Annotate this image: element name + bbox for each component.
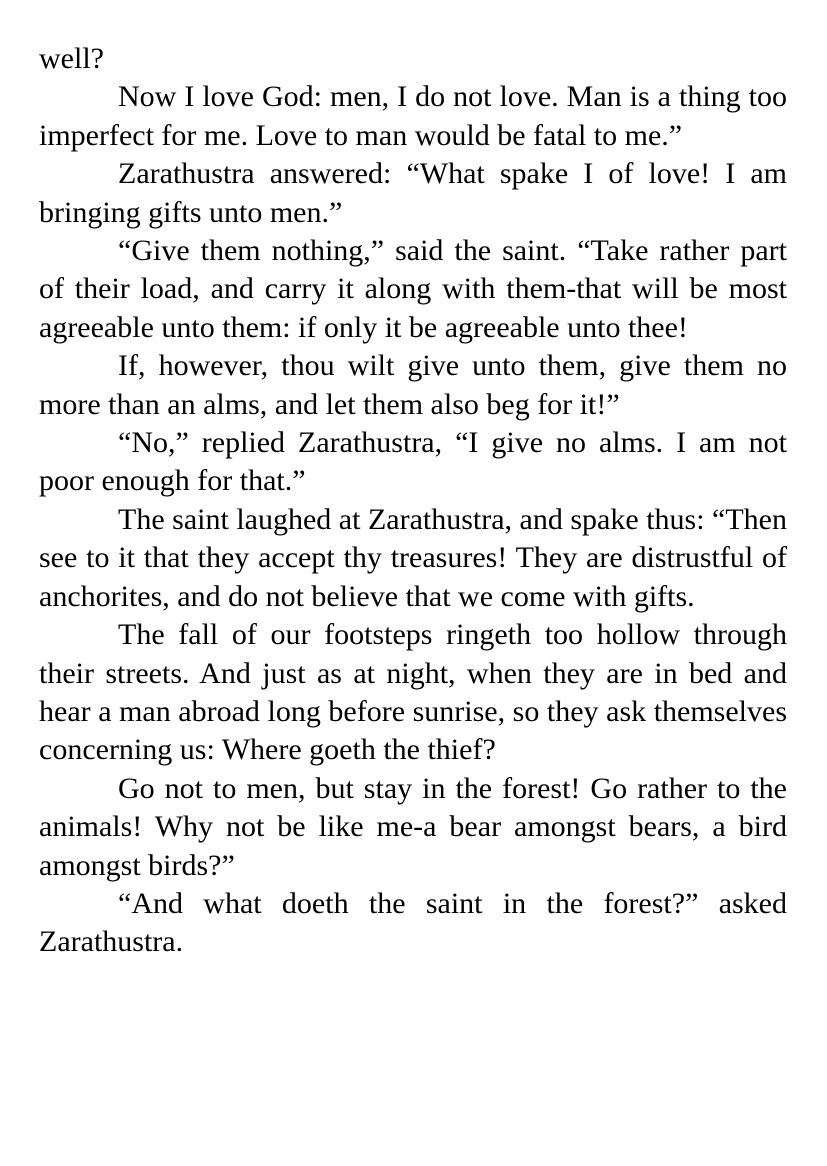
paragraph: “No,” replied Zarathustra, “I give no alms. I am not poor enough for that.” <box>39 426 787 498</box>
paragraph: “Give them nothing,” said the saint. “Take rather part of their load, and carry it along with them-that will be most agreeable unto them: if only it be agreeable unto thee! <box>39 234 787 344</box>
paragraph: If, however, thou wilt give unto them, give them no more than an alms, and let them also beg for it!” <box>39 349 787 421</box>
paragraph-continuation: well? <box>39 42 104 75</box>
paragraph: Zarathustra answered: “What spake I of love! I am bringing gifts unto men.” <box>39 157 787 229</box>
paragraph: Now I love God: men, I do not love. Man is a thing too imperfect for me. Love to man would be fatal to me.” <box>39 80 787 152</box>
paragraph: Go not to men, but stay in the forest! Go rather to the animals! Why not be like me-a bear amongst bears, a bird amongst birds?” <box>39 771 787 882</box>
page-body <box>39 40 787 962</box>
paragraph: “And what doeth the saint in the forest?” asked Zarathustra. <box>39 886 787 959</box>
paragraph: The fall of our footsteps ringeth too hollow through their streets. And just as at night, when they are in bed and hear a man abroad long before sunrise, so they ask themselves concerning us: Where goeth the thief? <box>39 618 787 767</box>
paragraph: The saint laughed at Zarathustra, and spake thus: “Then see to it that they accept thy treasures! They are distrustful of anchorites, and do not believe that we come with gifts. <box>39 502 787 613</box>
